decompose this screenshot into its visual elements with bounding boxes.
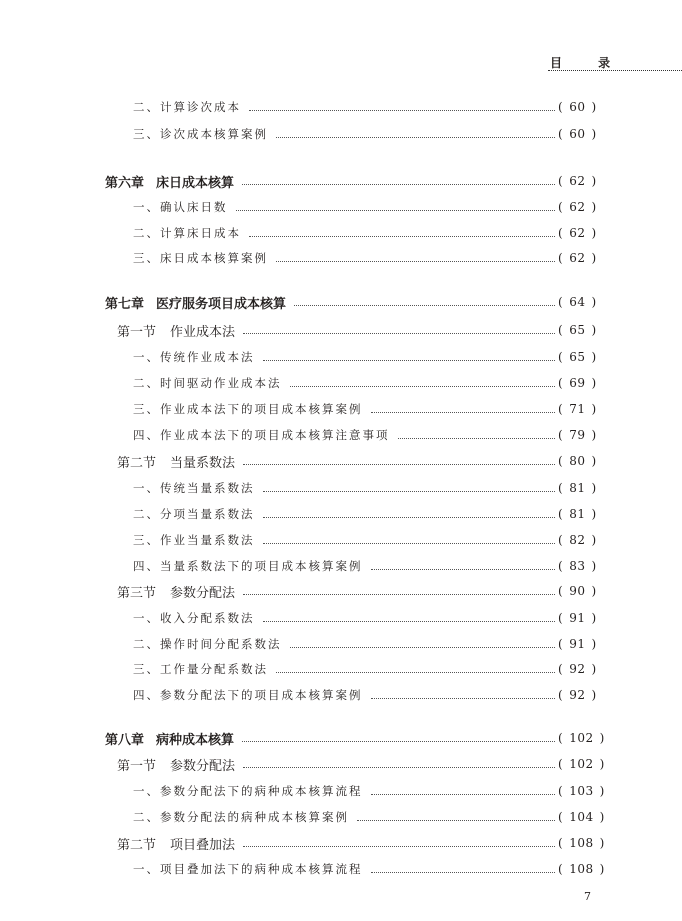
dot-leader	[243, 594, 555, 595]
toc-page-ref: ( 90 )	[558, 584, 597, 598]
toc-item-entry[interactable]	[133, 859, 605, 879]
section-title: 作业成本法	[170, 324, 236, 340]
section-number: 第一节	[117, 324, 157, 340]
page-number-ref: 60	[569, 127, 586, 141]
toc-entry-label: 二、参数分配法的病种成本核算案例	[133, 810, 349, 824]
page-number-ref: 62	[569, 174, 586, 188]
page-number-ref: 62	[569, 251, 586, 265]
toc-entry-label: 二、计算诊次成本	[133, 100, 241, 114]
toc-item-entry[interactable]	[133, 504, 600, 524]
dot-leader	[263, 491, 556, 492]
toc-page-ref: ( 103 )	[558, 784, 605, 798]
toc-page-ref: ( 71 )	[558, 402, 597, 416]
toc-page-ref: ( 80 )	[558, 454, 597, 468]
toc-entry-label: 四、作业成本法下的项目成本核算注意事项	[133, 428, 390, 442]
toc-entry-label	[117, 834, 235, 853]
toc-item-entry[interactable]	[133, 530, 600, 550]
page-number-ref: 92	[569, 688, 586, 702]
toc-item-entry[interactable]	[133, 659, 600, 679]
page-number-ref: 69	[569, 376, 586, 390]
dot-leader	[243, 464, 555, 465]
toc-entry-label	[117, 582, 235, 601]
dot-leader	[263, 360, 556, 361]
page-number-ref: 92	[569, 662, 586, 676]
toc-entry-label: 三、作业成本法下的项目成本核算案例	[133, 402, 363, 416]
dot-leader	[243, 333, 555, 334]
toc-entry-label: 一、参数分配法下的病种成本核算流程	[133, 784, 363, 798]
chapter-number: 第八章	[105, 732, 145, 748]
page-number-ref: 108	[569, 862, 594, 876]
page-number-ref: 90	[569, 584, 586, 598]
toc-page-ref: ( 60 )	[558, 100, 597, 114]
dot-leader	[243, 846, 555, 847]
page-number-ref: 102	[569, 731, 594, 745]
toc-entry-label: 三、工作量分配系数法	[133, 662, 268, 676]
dot-leader	[243, 767, 555, 768]
toc-section-entry[interactable]	[117, 581, 600, 601]
toc-page-ref: ( 102 )	[558, 731, 605, 745]
toc-item-entry[interactable]	[133, 425, 600, 445]
toc-entry-label: 三、床日成本核算案例	[133, 251, 268, 265]
toc-item-entry[interactable]	[133, 478, 600, 498]
page-number-ref: 62	[569, 226, 586, 240]
chapter-title: 床日成本核算	[156, 175, 235, 191]
section-number: 第二节	[117, 837, 157, 853]
toc-page-ref: ( 108 )	[558, 862, 605, 876]
dot-leader	[357, 820, 555, 821]
toc-page-ref: ( 69 )	[558, 376, 597, 390]
section-title: 参数分配法	[170, 758, 236, 774]
section-number: 第二节	[117, 455, 157, 471]
toc-entry-label: 三、作业当量系数法	[133, 533, 255, 547]
toc-item-entry[interactable]	[133, 556, 600, 576]
toc-item-entry[interactable]	[133, 124, 600, 144]
toc-entry-label: 二、操作时间分配系数法	[133, 637, 282, 651]
page-number: 7	[584, 890, 591, 903]
toc-entry-label	[105, 293, 286, 312]
toc-page-ref: ( 92 )	[558, 662, 597, 676]
chapter-title: 医疗服务项目成本核算	[156, 296, 287, 312]
toc-entry-label	[105, 172, 234, 191]
dot-leader	[276, 137, 555, 138]
chapter-number: 第六章	[105, 175, 145, 191]
dot-leader	[371, 569, 556, 570]
toc-item-entry[interactable]	[133, 223, 600, 243]
toc-page-ref: ( 64 )	[558, 295, 597, 309]
toc-entry-label: 一、项目叠加法下的病种成本核算流程	[133, 862, 363, 876]
dot-leader	[263, 543, 556, 544]
toc-item-entry[interactable]	[133, 634, 600, 654]
toc-page-ref: ( 81 )	[558, 481, 597, 495]
toc-entry-label	[117, 755, 235, 774]
toc-page-ref: ( 81 )	[558, 507, 597, 521]
toc-entry-label	[117, 321, 235, 340]
toc-page-ref: ( 82 )	[558, 533, 597, 547]
toc-item-entry[interactable]	[133, 807, 605, 827]
toc-item-entry[interactable]	[133, 399, 600, 419]
toc-entry-label	[105, 729, 234, 748]
toc-page-ref: ( 108 )	[558, 836, 605, 850]
toc-entry-label: 二、计算床日成本	[133, 226, 241, 240]
section-title: 当量系数法	[170, 455, 236, 471]
dot-leader	[276, 261, 555, 262]
page-number-ref: 65	[569, 323, 586, 337]
page-number-ref: 91	[569, 637, 586, 651]
toc-item-entry[interactable]	[133, 685, 600, 705]
page-number-ref: 83	[569, 559, 586, 573]
toc-item-entry[interactable]	[133, 608, 600, 628]
page-number-ref: 108	[569, 836, 594, 850]
toc-chapter-entry[interactable]	[105, 728, 605, 748]
chapter-title: 病种成本核算	[156, 732, 235, 748]
dot-leader	[290, 647, 556, 648]
toc-page-ref: ( 62 )	[558, 174, 597, 188]
section-number: 第三节	[117, 585, 157, 601]
toc-item-entry[interactable]	[133, 347, 600, 367]
dot-leader	[371, 412, 556, 413]
toc-entry-label: 二、分项当量系数法	[133, 507, 255, 521]
toc-page-ref: ( 104 )	[558, 810, 605, 824]
page-number-ref: 71	[569, 402, 586, 416]
section-title: 参数分配法	[170, 585, 236, 601]
toc-item-entry[interactable]	[133, 248, 600, 268]
toc-page-ref: ( 60 )	[558, 127, 597, 141]
toc-item-entry[interactable]	[133, 781, 605, 801]
toc-chapter-entry[interactable]	[105, 171, 600, 191]
dot-leader	[276, 672, 555, 673]
toc-entry-label: 一、确认床日数	[133, 200, 228, 214]
section-title: 项目叠加法	[170, 837, 236, 853]
page-number-ref: 65	[569, 350, 586, 364]
toc-item-entry[interactable]	[133, 373, 600, 393]
dot-leader	[290, 386, 556, 387]
toc-section-entry[interactable]	[117, 833, 605, 853]
page-number-ref: 79	[569, 428, 586, 442]
page-number-ref: 62	[569, 200, 586, 214]
page-number-ref: 80	[569, 454, 586, 468]
dot-leader	[249, 110, 555, 111]
toc-section-entry[interactable]	[117, 320, 600, 340]
toc-page-ref: ( 91 )	[558, 637, 597, 651]
toc-item-entry[interactable]	[133, 197, 600, 217]
dot-leader	[236, 210, 556, 211]
toc-entry-label: 一、传统当量系数法	[133, 481, 255, 495]
dot-leader	[398, 438, 556, 439]
page-number-ref: 82	[569, 533, 586, 547]
toc-page-ref: ( 102 )	[558, 757, 605, 771]
page-number-ref: 103	[569, 784, 594, 798]
dot-leader	[294, 305, 555, 306]
dot-leader	[371, 698, 556, 699]
toc-entry-label	[117, 452, 235, 471]
toc-entry-label: 三、诊次成本核算案例	[133, 127, 268, 141]
toc-entry-label: 四、参数分配法下的项目成本核算案例	[133, 688, 363, 702]
dot-leader	[242, 741, 555, 742]
page-number-ref: 102	[569, 757, 594, 771]
toc-entry-label: 一、传统作业成本法	[133, 350, 255, 364]
dot-leader	[249, 236, 555, 237]
header-title: 目 录	[550, 56, 627, 70]
toc-entry-label: 二、时间驱动作业成本法	[133, 376, 282, 390]
page-number-ref: 64	[569, 295, 586, 309]
dot-leader	[242, 184, 555, 185]
toc-page-ref: ( 83 )	[558, 559, 597, 573]
toc-chapter-entry[interactable]	[105, 292, 600, 312]
toc-page-ref: ( 91 )	[558, 611, 597, 625]
toc-page-ref: ( 62 )	[558, 200, 597, 214]
chapter-number: 第七章	[105, 296, 145, 312]
toc-section-entry[interactable]	[117, 754, 605, 774]
dot-leader	[371, 794, 556, 795]
dot-leader	[371, 872, 556, 873]
toc-page-ref: ( 62 )	[558, 226, 597, 240]
toc-page-ref: ( 65 )	[558, 323, 597, 337]
page-number-ref: 81	[569, 481, 586, 495]
page-number-ref: 81	[569, 507, 586, 521]
toc-section-entry[interactable]	[117, 451, 600, 471]
toc-item-entry[interactable]	[133, 97, 600, 117]
dot-leader	[263, 621, 556, 622]
page-number-ref: 60	[569, 100, 586, 114]
page-number-ref: 104	[569, 810, 594, 824]
page-number-ref: 91	[569, 611, 586, 625]
toc-page-ref: ( 79 )	[558, 428, 597, 442]
toc-page-ref: ( 62 )	[558, 251, 597, 265]
toc-entry-label: 一、收入分配系数法	[133, 611, 255, 625]
toc-page-ref: ( 65 )	[558, 350, 597, 364]
toc-entry-label: 四、当量系数法下的项目成本核算案例	[133, 559, 363, 573]
dot-leader	[263, 517, 556, 518]
toc-page-ref: ( 92 )	[558, 688, 597, 702]
section-number: 第一节	[117, 758, 157, 774]
